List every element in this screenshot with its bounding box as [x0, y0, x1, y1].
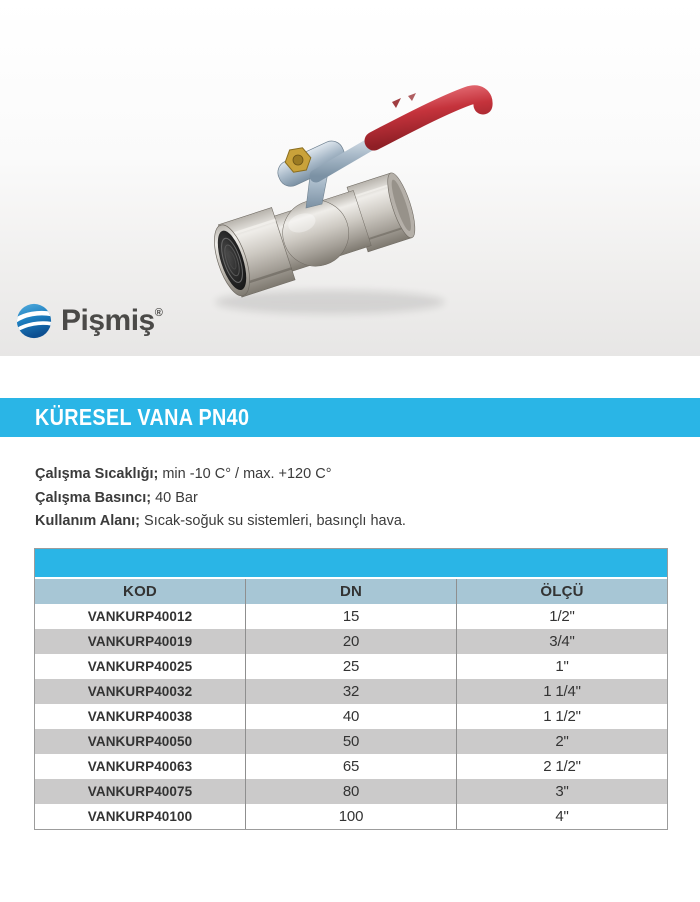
- dn-cell: 100: [245, 804, 456, 829]
- spec-label: Çalışma Sıcaklığı;: [35, 466, 159, 482]
- kod-cell: VANKURP40032: [87, 684, 193, 699]
- product-title-bar: [0, 398, 700, 437]
- product-table: [34, 548, 668, 830]
- product-photo-section: [0, 0, 700, 356]
- dn-cell: 15: [245, 604, 456, 629]
- table-row: [35, 654, 667, 679]
- spec-line-pressure: [35, 487, 406, 511]
- table-row: [35, 704, 667, 729]
- brand-name: Pişmiş: [61, 304, 155, 337]
- olcu-cell: 1/2": [456, 604, 667, 629]
- spec-line-temperature: [35, 463, 406, 487]
- dn-cell: 40: [245, 704, 456, 729]
- olcu-cell: 1 1/4": [456, 679, 667, 704]
- table-row: [35, 779, 667, 804]
- page-title: KÜRESEL VANA PN40: [35, 404, 250, 430]
- registered-mark: ®: [154, 307, 163, 319]
- spec-label: Çalışma Basıncı;: [35, 489, 152, 506]
- kod-cell: VANKURP40019: [87, 634, 193, 649]
- olcu-cell: 3": [456, 779, 667, 804]
- spec-label: Kullanım Alanı;: [35, 513, 140, 529]
- kod-cell: VANKURP40012: [87, 609, 193, 624]
- kod-cell: VANKURP40038: [87, 709, 193, 724]
- kod-cell: VANKURP40063: [87, 759, 193, 774]
- table-row: [35, 804, 667, 829]
- header-kod: KOD: [123, 583, 157, 600]
- dn-cell: 80: [245, 779, 456, 804]
- brand-logo: [16, 303, 163, 339]
- ball-valve-product-image: [180, 40, 520, 330]
- table-row: [35, 679, 667, 704]
- spec-value: Sıcak-soğuk su sistemleri, basınçlı hava.: [144, 513, 406, 529]
- dn-cell: 20: [245, 629, 456, 654]
- table-row: [35, 729, 667, 754]
- spec-list: [35, 463, 406, 534]
- dn-cell: 32: [245, 679, 456, 704]
- table-body: [35, 604, 667, 829]
- table-title-band: [35, 549, 667, 579]
- table-row: [35, 629, 667, 654]
- spec-value: min -10 C° / max. +120 C°: [162, 466, 332, 482]
- olcu-cell: 3/4": [456, 629, 667, 654]
- olcu-cell: 1 1/2": [456, 704, 667, 729]
- kod-cell: VANKURP40025: [87, 659, 193, 674]
- olcu-cell: 2": [456, 729, 667, 754]
- pismis-globe-icon: [16, 303, 52, 339]
- kod-cell: VANKURP40075: [87, 784, 193, 799]
- header-olcu: ÖLÇÜ: [456, 579, 667, 604]
- table-row: [35, 754, 667, 779]
- spec-line-usage: [35, 510, 406, 534]
- olcu-cell: 2 1/2": [456, 754, 667, 779]
- header-dn: DN: [245, 579, 456, 604]
- olcu-cell: 4": [456, 804, 667, 829]
- spec-value: 40 Bar: [155, 489, 198, 506]
- kod-cell: VANKURP40100: [87, 809, 193, 824]
- olcu-cell: 1": [456, 654, 667, 679]
- table-row: [35, 604, 667, 629]
- red-lever-handle: [374, 95, 483, 141]
- dn-cell: 25: [245, 654, 456, 679]
- dn-cell: 50: [245, 729, 456, 754]
- dn-cell: 65: [245, 754, 456, 779]
- table-header-row: [35, 579, 667, 604]
- kod-cell: VANKURP40050: [87, 734, 193, 749]
